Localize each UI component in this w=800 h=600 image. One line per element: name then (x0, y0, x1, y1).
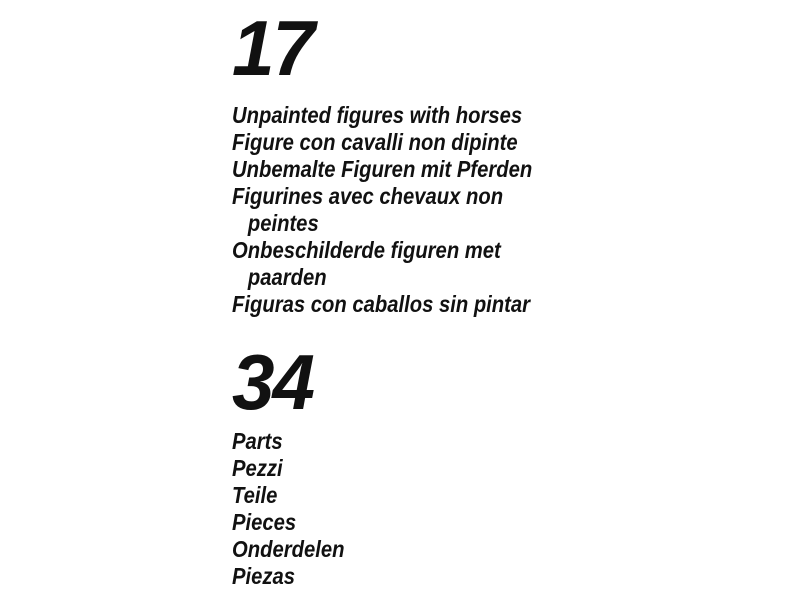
caption-line-it: Figure con cavalli non dipinte (232, 129, 518, 155)
caption-line-de: Unbemalte Figuren mit Pferden (232, 156, 533, 182)
caption-line-fr: Pieces (232, 509, 297, 535)
caption-line-en: Parts (232, 428, 283, 454)
caption-line-es: Figuras con caballos sin pintar (232, 291, 531, 317)
caption-list (232, 102, 573, 318)
section-34 (232, 338, 360, 590)
caption-line-en: Unpainted figures with horses (232, 102, 523, 128)
caption-line-de: Teile (232, 482, 278, 508)
caption-line-es: Piezas (232, 563, 296, 589)
caption-line-it: Pezzi (232, 455, 283, 481)
section-number: 17 (232, 4, 314, 92)
caption-line-nl-cont: paarden (247, 264, 327, 290)
section-17 (232, 4, 573, 318)
caption-list (232, 428, 360, 590)
caption-line-nl: Onderdelen (232, 536, 345, 562)
caption-line-fr-cont: peintes (247, 210, 319, 236)
caption-line-nl: Onbeschilderde figuren met (232, 237, 501, 263)
caption-line-fr: Figurines avec chevaux non (232, 183, 504, 209)
section-number: 34 (232, 338, 314, 426)
